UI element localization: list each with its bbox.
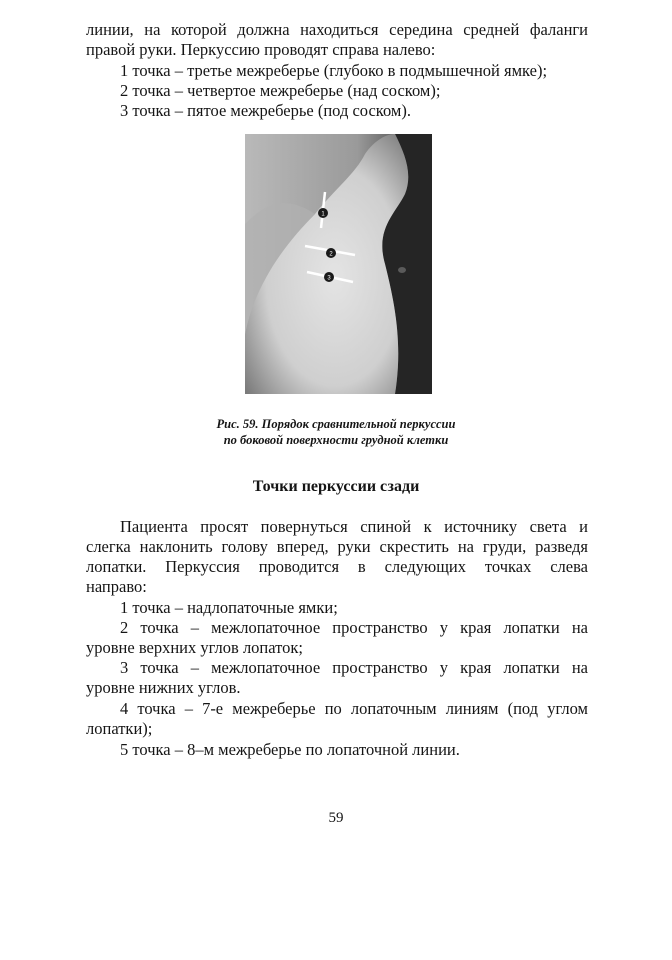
marker-label-1: 1	[321, 211, 325, 218]
back-point-2-cont: уровне верхних углов лопаток;	[86, 638, 304, 657]
marker-label-3: 3	[327, 275, 331, 282]
figure-caption-line: Рис. 59. Порядок сравнительной перкуссии	[216, 417, 456, 431]
paragraph-line: лопатки. Перкуссия проводится в следующих точках слева	[86, 557, 588, 576]
page-number: 59	[328, 810, 344, 826]
side-point-3: 3 точка – пятое межреберье (под соском).	[120, 101, 411, 120]
side-point-1: 1 точка – третье межреберье (глубоко в подмышечной ямке);	[120, 61, 548, 80]
paragraph-line: Пациента просят повернуться спиной к источнику света и	[120, 517, 588, 536]
back-point-4: 4 точка – 7-е межреберье по лопаточным линиям (под углом	[120, 699, 588, 718]
paragraph-line: правой руки. Перкуссию проводят справа налево:	[86, 40, 436, 59]
back-point-1: 1 точка – надлопаточные ямки;	[120, 598, 338, 617]
back-point-2: 2 точка – межлопаточное пространство у края лопатки на	[120, 618, 588, 637]
lateral-chest-photo	[245, 134, 432, 394]
paragraph-line: направо:	[86, 577, 147, 596]
paragraph-line: линии, на которой должна находиться середина средней фаланги	[86, 20, 588, 39]
back-point-5: 5 точка – 8–м межреберье по лопаточной линии.	[120, 740, 460, 759]
side-point-2: 2 точка – четвертое межреберье (над соском);	[120, 81, 441, 100]
back-point-3: 3 точка – межлопаточное пространство у края лопатки на	[120, 658, 588, 677]
paragraph-line: слегка наклонить голову вперед, руки скрестить на груди, разведя	[86, 537, 588, 556]
back-point-3-cont: уровне нижних углов.	[86, 678, 241, 697]
section-heading: Точки перкуссии сзади	[252, 478, 420, 495]
back-point-4-cont: лопатки);	[86, 719, 153, 738]
figure-caption-line: по боковой поверхности грудной клетки	[223, 433, 449, 447]
marker-label-2: 2	[329, 251, 333, 258]
